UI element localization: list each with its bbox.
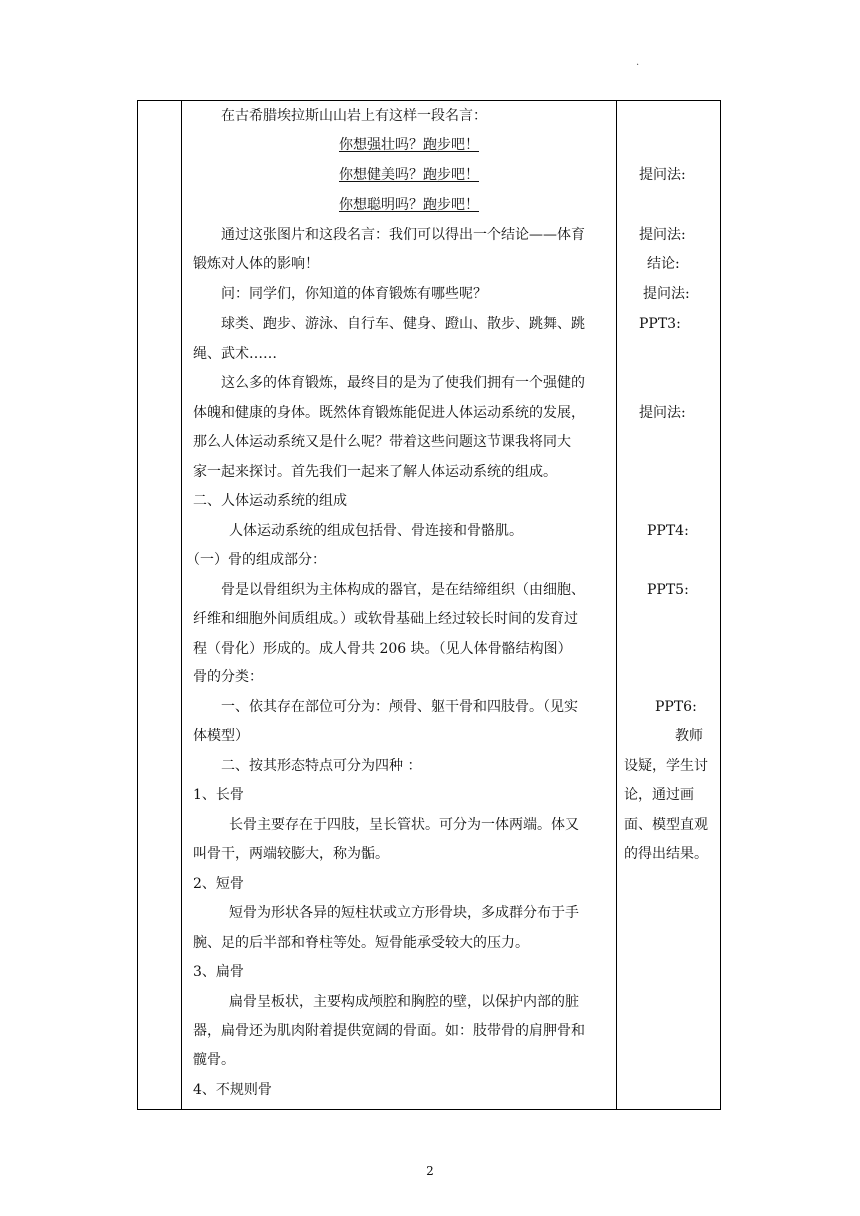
- method-note: 的得出结果。: [624, 846, 708, 862]
- subsection-heading: （一）骨的组成部分：: [186, 552, 326, 568]
- slide-note: PPT4:: [647, 523, 689, 539]
- method-note: 提问法:: [639, 167, 686, 183]
- method-note: 论，通过画: [624, 787, 694, 803]
- page-number: 2: [426, 1164, 434, 1178]
- content-line: 叫骨干，两端较膨大，称为骺。: [193, 846, 389, 862]
- content-line: 锻炼对人体的影响！: [193, 256, 319, 272]
- section-heading: 二、人体运动系统的组成: [193, 493, 347, 509]
- content-line: 球类、跑步、游泳、自行车、健身、蹬山、散步、跳舞、跳: [221, 316, 585, 332]
- content-line: 短骨为形状各异的短柱状或立方形骨块，多成群分布于手: [229, 905, 579, 921]
- table-left-column: [138, 101, 182, 1109]
- content-line: 骨的分类：: [193, 669, 263, 685]
- method-note: 设疑，学生讨: [624, 758, 708, 774]
- content-line: 一、依其存在部位可分为：颅骨、躯干骨和四肢骨。（见实: [221, 699, 578, 715]
- quote-line: 你想聪明吗？跑步吧！: [339, 197, 479, 213]
- item-heading: 3、扁骨: [193, 964, 244, 980]
- content-line: 人体运动系统的组成包括骨、骨连接和骨骼肌。: [229, 523, 523, 539]
- content-line: 二、按其形态特点可分为四种 ：: [221, 758, 422, 774]
- slide-note: PPT3:: [639, 316, 681, 332]
- content-line: 问：同学们，你知道的体育锻炼有哪些呢？: [221, 286, 487, 302]
- content-line: 扁骨呈板状，主要构成颅腔和胸腔的壁，以保护内部的脏: [229, 994, 579, 1010]
- lesson-plan-table: [137, 100, 721, 1110]
- item-heading: 4、不规则骨: [193, 1082, 272, 1098]
- method-note: 面、模型直观: [624, 817, 708, 833]
- content-line: 器，扁骨还为肌肉附着提供宽阔的骨面。如：肢带骨的肩胛骨和: [193, 1023, 585, 1039]
- quote-line: 你想健美吗？跑步吧！: [339, 167, 479, 183]
- table-notes-column: [617, 101, 720, 1109]
- quote-line: 你想强壮吗？跑步吧！: [339, 137, 479, 153]
- content-line: 体魄和健康的身体。既然体育锻炼能促进人体运动系统的发展，: [193, 405, 585, 421]
- method-note: 提问法:: [639, 227, 686, 243]
- header-dot: .: [636, 57, 640, 68]
- content-line: 这么多的体育锻炼，最终目的是为了使我们拥有一个强健的: [221, 375, 585, 391]
- content-line: 髋骨。: [193, 1052, 235, 1068]
- method-note: 提问法:: [643, 286, 690, 302]
- content-line: 腕、足的后半部和脊柱等处。短骨能承受较大的压力。: [193, 935, 529, 951]
- content-line: 在古希腊埃拉斯山山岩上有这样一段名言：: [221, 108, 487, 124]
- content-line: 家一起来探讨。首先我们一起来了解人体运动系统的组成。: [193, 464, 557, 480]
- method-note: 结论:: [647, 256, 680, 272]
- item-heading: 1、长骨: [193, 787, 244, 803]
- content-line: 纤维和细胞外间质组成。）或软骨基础上经过较长时间的发育过: [193, 611, 578, 627]
- content-line: 那么人体运动系统又是什么呢？带着这些问题这节课我将同大: [193, 434, 571, 450]
- method-note: 教师: [675, 728, 703, 744]
- slide-note: PPT6:: [655, 699, 697, 715]
- slide-note: PPT5:: [647, 582, 689, 598]
- content-line: 长骨主要存在于四肢，呈长管状。可分为一体两端。体又: [229, 817, 579, 833]
- content-line: 通过这张图片和这段名言：我们可以得出一个结论——体育: [221, 227, 585, 243]
- table-content-column: [182, 101, 617, 1109]
- method-note: 提问法:: [639, 405, 686, 421]
- item-heading: 2、短骨: [193, 876, 244, 892]
- content-line: 绳、武术……: [193, 346, 277, 362]
- content-line: 体模型）: [193, 728, 249, 744]
- content-line: 骨是以骨组织为主体构成的器官，是在结缔组织（由细胞、: [221, 582, 585, 598]
- content-line: 程（骨化）形成的。成人骨共 206 块。（见人体骨骼结构图）: [193, 641, 572, 657]
